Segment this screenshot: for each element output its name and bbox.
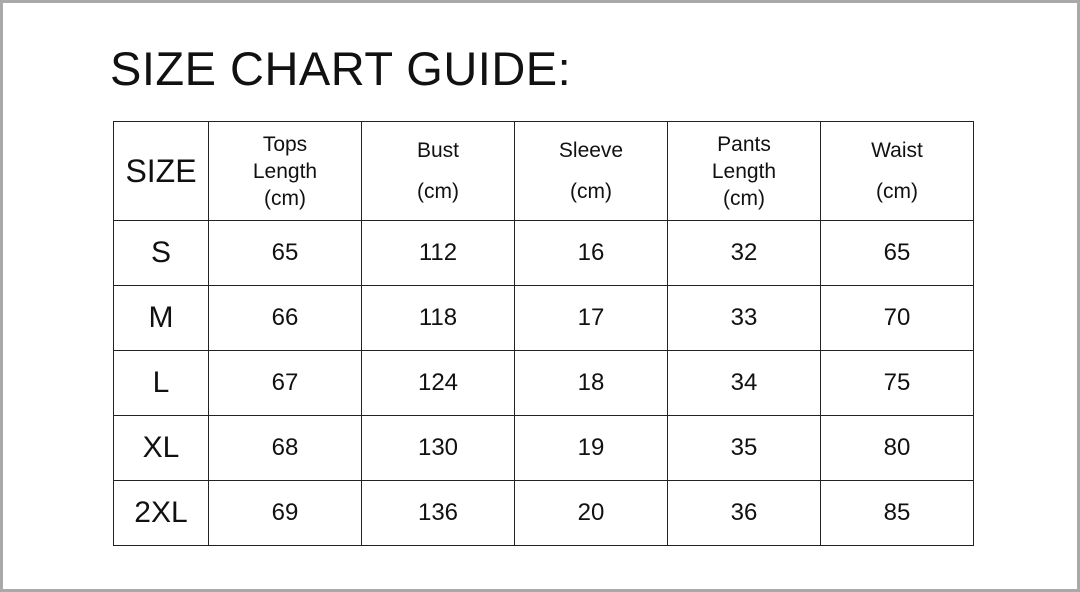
tops-length-cell: 66 [209,286,362,351]
tops-length-cell: 68 [209,416,362,481]
size-cell: XL [114,416,209,481]
bust-cell: 124 [362,351,515,416]
table-row [114,351,974,416]
header-line: Tops [262,132,308,156]
size-cell: L [114,351,209,416]
column-header-sleeve [515,122,668,221]
page-title: SIZE CHART GUIDE: [110,42,572,95]
waist-cell: 75 [821,351,974,416]
table-header-row [114,122,974,221]
sleeve-cell: 17 [515,286,668,351]
header-line: Length [252,159,318,183]
pants-length-cell: 35 [668,416,821,481]
tops-length-cell: 67 [209,351,362,416]
sleeve-cell: 18 [515,351,668,416]
bust-cell: 112 [362,221,515,286]
header-spacer [362,164,514,178]
waist-cell: 70 [821,286,974,351]
header-unit: (cm) [723,186,765,210]
column-header-tops-length [209,122,362,221]
header-line: Pants [717,132,771,156]
bust-cell: 136 [362,481,515,546]
header-unit: (cm) [417,180,459,203]
waist-cell: 85 [821,481,974,546]
table-row [114,481,974,546]
table-row [114,286,974,351]
header-spacer [515,164,667,178]
pants-length-cell: 32 [668,221,821,286]
sleeve-cell: 16 [515,221,668,286]
tops-length-cell: 69 [209,481,362,546]
waist-cell: 65 [821,221,974,286]
pants-length-cell: 36 [668,481,821,546]
header-line: Bust [416,139,460,162]
size-chart-table [113,121,974,546]
size-cell: M [114,286,209,351]
column-header-pants-length [668,122,821,221]
column-header-size [114,122,209,221]
header-unit: (cm) [570,180,612,203]
header-unit: (cm) [264,186,306,210]
table-row [114,221,974,286]
size-cell: 2XL [114,481,209,546]
sleeve-cell: 20 [515,481,668,546]
header-line: Waist [871,139,923,162]
column-header-waist [821,122,974,221]
column-header-bust [362,122,515,221]
waist-cell: 80 [821,416,974,481]
header-spacer [821,164,973,178]
sleeve-cell: 19 [515,416,668,481]
pants-length-cell: 34 [668,351,821,416]
header-line: Sleeve [558,139,624,162]
tops-length-cell: 65 [209,221,362,286]
size-cell: S [114,221,209,286]
header-unit: (cm) [876,180,918,203]
bust-cell: 130 [362,416,515,481]
header-line: Length [711,159,777,183]
bust-cell: 118 [362,286,515,351]
table-row [114,416,974,481]
header-line: SIZE [125,152,197,189]
pants-length-cell: 33 [668,286,821,351]
